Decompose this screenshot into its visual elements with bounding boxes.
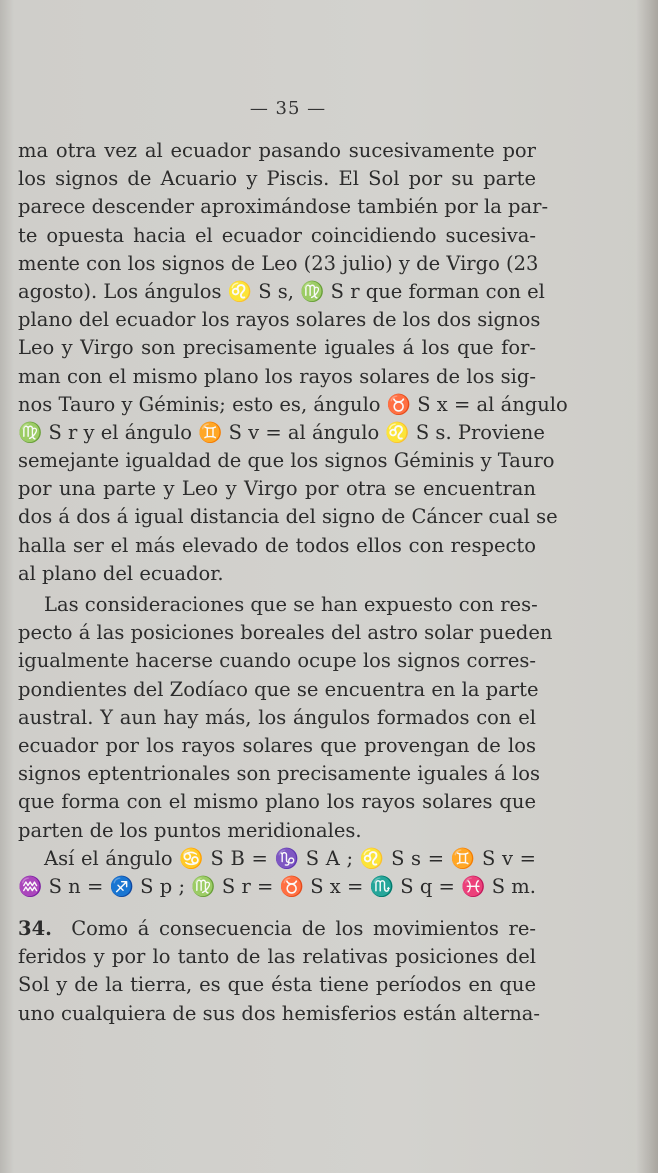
formula-line: ♒ S n = ♐ S p ; ♍ S r = ♉ S x = ♏ S q = ♓ S m. — [18, 874, 536, 898]
text-line: pondientes del Zodíaco que se encuentra en la parte — [18, 677, 539, 701]
text-line: te opuesta hacia el ecuador coincidiendo sucesiva- — [18, 223, 536, 247]
paragraph-3 — [18, 915, 540, 1028]
text-line: uno cualquiera de sus dos hemisferios están alterna- — [18, 1001, 540, 1025]
section-number: 34. — [18, 917, 52, 940]
text-line: Leo y Virgo son precisamente iguales á los que for- — [18, 336, 536, 360]
text-line: por una parte y Leo y Virgo por otra se encuentran — [18, 477, 536, 501]
page-number: — 35 — — [249, 98, 327, 119]
formula-line: Así el ángulo ♋ S B = ♑ S A ; ♌ S s = ♊ S v = — [44, 846, 536, 870]
text-line: los signos de Acuario y Piscis. El Sol por su parte — [18, 167, 536, 191]
text-line: agosto). Los ángulos ♌ S s, ♍ S r que forman con el — [18, 279, 545, 303]
text-line: pecto á las posiciones boreales del astro solar pueden — [18, 621, 553, 645]
text-line: nos Tauro y Géminis; esto es, ángulo ♉ S x = al ángulo — [18, 392, 568, 416]
text-line: austral. Y aun hay más, los ángulos formados con el — [18, 705, 536, 729]
text-line: Como á consecuencia de los movimientos re- — [71, 917, 536, 940]
paragraph-2 — [18, 591, 553, 901]
text-line: man con el mismo plano los rayos solares de los sig- — [18, 364, 536, 388]
text-line: signos eptentrionales son precisamente iguales á los — [18, 762, 540, 786]
paragraph-1 — [18, 137, 568, 588]
text-line: ma otra vez al ecuador pasando sucesivamente por — [18, 139, 536, 162]
text-line: plano del ecuador los rayos solares de los dos signos — [18, 308, 541, 332]
text-line: halla ser el más elevado de todos ellos con respecto — [18, 533, 536, 557]
text-line: al plano del ecuador. — [18, 561, 224, 585]
page-edge-shadow — [636, 0, 658, 1173]
text-line: parten de los puntos meridionales. — [18, 818, 362, 842]
text-line: que forma con el mismo plano los rayos solares que — [18, 790, 536, 814]
text-line: ♍ S r y el ángulo ♊ S v = al ángulo ♌ S s. Proviene — [18, 420, 545, 444]
text-line: dos á dos á igual distancia del signo de Cáncer cual se — [18, 505, 558, 529]
text-line: mente con los signos de Leo (23 julio) y de Virgo (23 — [18, 251, 539, 275]
text-line: semejante igualdad de que los signos Géminis y Tauro — [18, 449, 555, 473]
text-line: parece descender aproximándose también por la par- — [18, 195, 549, 219]
text-line: igualmente hacerse cuando ocupe los signos corres- — [18, 649, 536, 673]
text-line: ecuador por los rayos solares que provengan de los — [18, 733, 536, 757]
text-line: Sol y de la tierra, es que ésta tiene períodos en que — [18, 973, 536, 997]
numbered-line — [18, 915, 536, 943]
text-line: Las consideraciones que se han expuesto con res- — [44, 593, 538, 616]
text-line: feridos y por lo tanto de las relativas posiciones del — [18, 945, 536, 969]
